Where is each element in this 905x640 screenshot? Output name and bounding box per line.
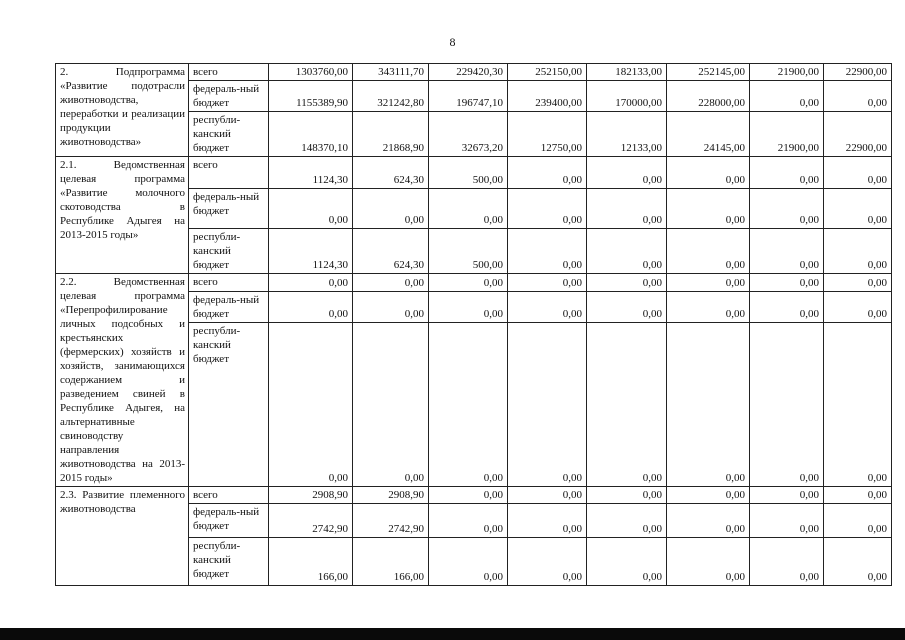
amount-cell: 0,00 xyxy=(824,504,892,538)
amount-cell: 0,00 xyxy=(353,274,429,292)
funding-source-cell: федераль-ный бюджет xyxy=(189,81,269,112)
amount-cell: 0,00 xyxy=(667,189,750,229)
program-title-cell: 2.2. Ведомственная целевая программа «Перепрофилирование личных подсобных и крестьянских (фермерских) хозяйств и хозяйств, занимающихся содержанием и разведением свиней в Республике Адыгея, на альтернативные свиноводству направления животноводства на 2013-2015 годы» xyxy=(56,274,189,487)
amount-cell: 0,00 xyxy=(508,504,587,538)
amount-cell: 0,00 xyxy=(269,189,353,229)
amount-cell: 2908,90 xyxy=(353,487,429,504)
funding-source-cell: всего xyxy=(189,157,269,189)
amount-cell: 0,00 xyxy=(508,323,587,487)
amount-cell: 2742,90 xyxy=(353,504,429,538)
amount-cell: 0,00 xyxy=(508,292,587,323)
amount-cell: 0,00 xyxy=(353,323,429,487)
table-body xyxy=(56,64,892,586)
amount-cell: 500,00 xyxy=(429,157,508,189)
amount-cell: 0,00 xyxy=(667,504,750,538)
amount-cell: 22900,00 xyxy=(824,64,892,81)
amount-cell: 21900,00 xyxy=(750,64,824,81)
amount-cell: 0,00 xyxy=(587,487,667,504)
amount-cell: 0,00 xyxy=(750,274,824,292)
amount-cell: 0,00 xyxy=(667,229,750,274)
table-row xyxy=(56,274,892,292)
amount-cell: 0,00 xyxy=(508,157,587,189)
amount-cell: 2908,90 xyxy=(269,487,353,504)
amount-cell: 0,00 xyxy=(269,292,353,323)
amount-cell: 0,00 xyxy=(750,229,824,274)
amount-cell: 21900,00 xyxy=(750,112,824,157)
amount-cell: 32673,20 xyxy=(429,112,508,157)
amount-cell: 0,00 xyxy=(750,189,824,229)
table-row xyxy=(56,487,892,504)
funding-source-cell: федераль-ный бюджет xyxy=(189,189,269,229)
table-row xyxy=(56,157,892,189)
amount-cell: 0,00 xyxy=(587,504,667,538)
funding-source-cell: республи-канский бюджет xyxy=(189,538,269,586)
amount-cell: 0,00 xyxy=(508,189,587,229)
table-row xyxy=(56,64,892,81)
amount-cell: 0,00 xyxy=(667,487,750,504)
amount-cell: 0,00 xyxy=(750,504,824,538)
amount-cell: 0,00 xyxy=(353,292,429,323)
amount-cell: 0,00 xyxy=(587,157,667,189)
amount-cell: 196747,10 xyxy=(429,81,508,112)
budget-table xyxy=(55,63,892,586)
funding-source-cell: всего xyxy=(189,487,269,504)
amount-cell: 624,30 xyxy=(353,229,429,274)
amount-cell: 0,00 xyxy=(269,323,353,487)
amount-cell: 0,00 xyxy=(269,274,353,292)
amount-cell: 0,00 xyxy=(824,274,892,292)
amount-cell: 252145,00 xyxy=(667,64,750,81)
amount-cell: 0,00 xyxy=(587,229,667,274)
amount-cell: 0,00 xyxy=(587,189,667,229)
amount-cell: 182133,00 xyxy=(587,64,667,81)
amount-cell: 0,00 xyxy=(587,274,667,292)
funding-source-cell: республи-канский бюджет xyxy=(189,229,269,274)
amount-cell: 0,00 xyxy=(824,189,892,229)
bottom-edge-bar xyxy=(0,628,905,640)
amount-cell: 0,00 xyxy=(667,292,750,323)
page-number: 8 xyxy=(449,35,456,49)
funding-source-cell: республи-канский бюджет xyxy=(189,323,269,487)
amount-cell: 0,00 xyxy=(508,274,587,292)
amount-cell: 2742,90 xyxy=(269,504,353,538)
amount-cell: 166,00 xyxy=(353,538,429,586)
funding-source-cell: федераль-ный бюджет xyxy=(189,292,269,323)
amount-cell: 24145,00 xyxy=(667,112,750,157)
amount-cell: 0,00 xyxy=(587,538,667,586)
amount-cell: 0,00 xyxy=(429,487,508,504)
amount-cell: 0,00 xyxy=(508,229,587,274)
amount-cell: 0,00 xyxy=(587,323,667,487)
amount-cell: 0,00 xyxy=(429,323,508,487)
amount-cell: 0,00 xyxy=(353,189,429,229)
amount-cell: 0,00 xyxy=(508,487,587,504)
amount-cell: 0,00 xyxy=(750,292,824,323)
funding-source-cell: республи-канский бюджет xyxy=(189,112,269,157)
amount-cell: 624,30 xyxy=(353,157,429,189)
program-title-cell: 2. Подпрограмма «Развитие подотрасли животноводства, переработки и реализации продукции животноводства» xyxy=(56,64,189,157)
amount-cell: 166,00 xyxy=(269,538,353,586)
amount-cell: 239400,00 xyxy=(508,81,587,112)
funding-source-cell: всего xyxy=(189,274,269,292)
amount-cell: 12133,00 xyxy=(587,112,667,157)
amount-cell: 0,00 xyxy=(429,504,508,538)
amount-cell: 0,00 xyxy=(429,189,508,229)
amount-cell: 0,00 xyxy=(429,292,508,323)
amount-cell: 0,00 xyxy=(508,538,587,586)
amount-cell: 22900,00 xyxy=(824,112,892,157)
amount-cell: 148370,10 xyxy=(269,112,353,157)
program-title-cell: 2.3. Развитие племенного животноводства xyxy=(56,487,189,586)
funding-source-cell: федераль-ный бюджет xyxy=(189,504,269,538)
amount-cell: 0,00 xyxy=(824,81,892,112)
amount-cell: 252150,00 xyxy=(508,64,587,81)
amount-cell: 500,00 xyxy=(429,229,508,274)
amount-cell: 0,00 xyxy=(824,538,892,586)
amount-cell: 0,00 xyxy=(429,538,508,586)
amount-cell: 1124,30 xyxy=(269,229,353,274)
amount-cell: 1155389,90 xyxy=(269,81,353,112)
funding-source-cell: всего xyxy=(189,64,269,81)
amount-cell: 1303760,00 xyxy=(269,64,353,81)
amount-cell: 0,00 xyxy=(824,157,892,189)
amount-cell: 12750,00 xyxy=(508,112,587,157)
amount-cell: 0,00 xyxy=(750,538,824,586)
amount-cell: 0,00 xyxy=(750,157,824,189)
amount-cell: 0,00 xyxy=(667,274,750,292)
amount-cell: 0,00 xyxy=(587,292,667,323)
amount-cell: 0,00 xyxy=(667,538,750,586)
amount-cell: 170000,00 xyxy=(587,81,667,112)
amount-cell: 228000,00 xyxy=(667,81,750,112)
amount-cell: 1124,30 xyxy=(269,157,353,189)
amount-cell: 0,00 xyxy=(429,274,508,292)
amount-cell: 321242,80 xyxy=(353,81,429,112)
amount-cell: 0,00 xyxy=(750,323,824,487)
amount-cell: 0,00 xyxy=(750,487,824,504)
program-title-cell: 2.1. Ведомственная целевая программа «Развитие молочного скотоводства в Республике Адыгея на 2013-2015 годы» xyxy=(56,157,189,274)
amount-cell: 343111,70 xyxy=(353,64,429,81)
amount-cell: 0,00 xyxy=(824,292,892,323)
amount-cell: 0,00 xyxy=(750,81,824,112)
amount-cell: 0,00 xyxy=(824,487,892,504)
amount-cell: 0,00 xyxy=(667,323,750,487)
amount-cell: 0,00 xyxy=(824,229,892,274)
amount-cell: 21868,90 xyxy=(353,112,429,157)
amount-cell: 229420,30 xyxy=(429,64,508,81)
amount-cell: 0,00 xyxy=(824,323,892,487)
amount-cell: 0,00 xyxy=(667,157,750,189)
